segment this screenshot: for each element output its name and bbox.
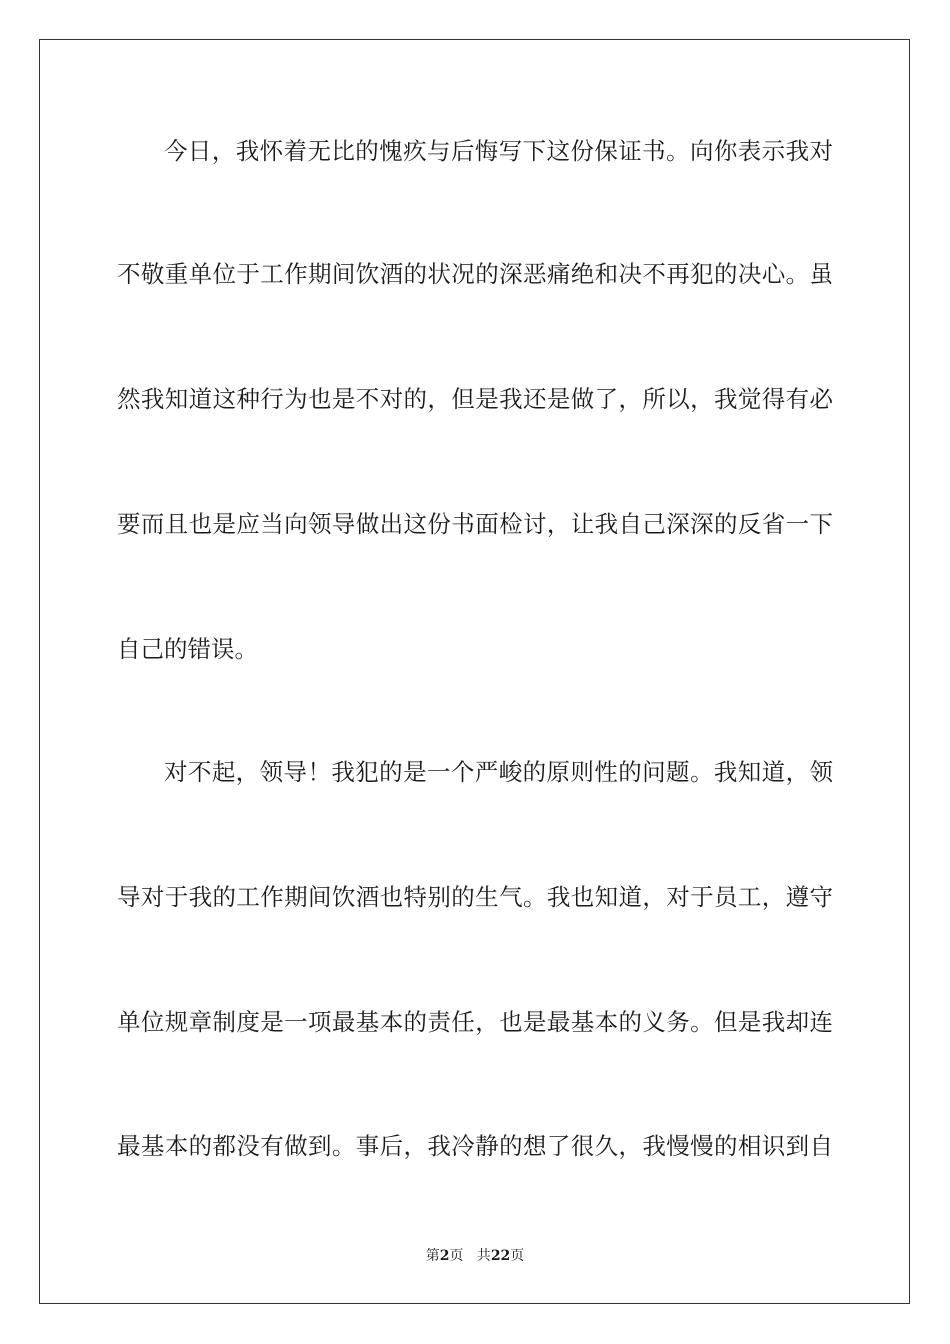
current-page-number: 2 (439, 1248, 450, 1264)
paragraph-2-line-1: 对不起，领导！我犯的是一个严峻的原则性的问题。我知道，领 (164, 758, 833, 786)
paragraph-1-line-2: 不敬重单位于工作期间饮酒的状况的深恶痛绝和决不再犯的决心。虽 (117, 260, 833, 288)
total-page-count: 22 (490, 1248, 511, 1264)
paragraph-1-line-4: 要而且也是应当向领导做出这份书面检讨，让我自己深深的反省一下 (117, 510, 833, 538)
paragraph-2-line-4: 最基本的都没有做到。事后，我冷静的想了很久，我慢慢的相识到自 (117, 1132, 833, 1160)
paragraph-1-line-3: 然我知道这种行为也是不对的，但是我还是做了，所以，我觉得有必 (117, 385, 833, 413)
paragraph-2-line-2: 导对于我的工作期间饮酒也特别的生气。我也知道，对于员工，遵守 (117, 883, 833, 911)
page-border (39, 39, 910, 1304)
footer-suffix: 页 (510, 1248, 525, 1264)
paragraph-2-line-3: 单位规章制度是一项最基本的责任，也是最基本的义务。但是我却连 (117, 1008, 833, 1036)
paragraph-1-line-5: 自己的错误。 (117, 635, 258, 663)
footer-middle: 页 共 (449, 1248, 491, 1264)
page-number-footer (0, 1247, 950, 1265)
footer-prefix: 第 (425, 1248, 440, 1264)
paragraph-1-line-1: 今日，我怀着无比的愧疚与后悔写下这份保证书。向你表示我对 (164, 137, 833, 165)
